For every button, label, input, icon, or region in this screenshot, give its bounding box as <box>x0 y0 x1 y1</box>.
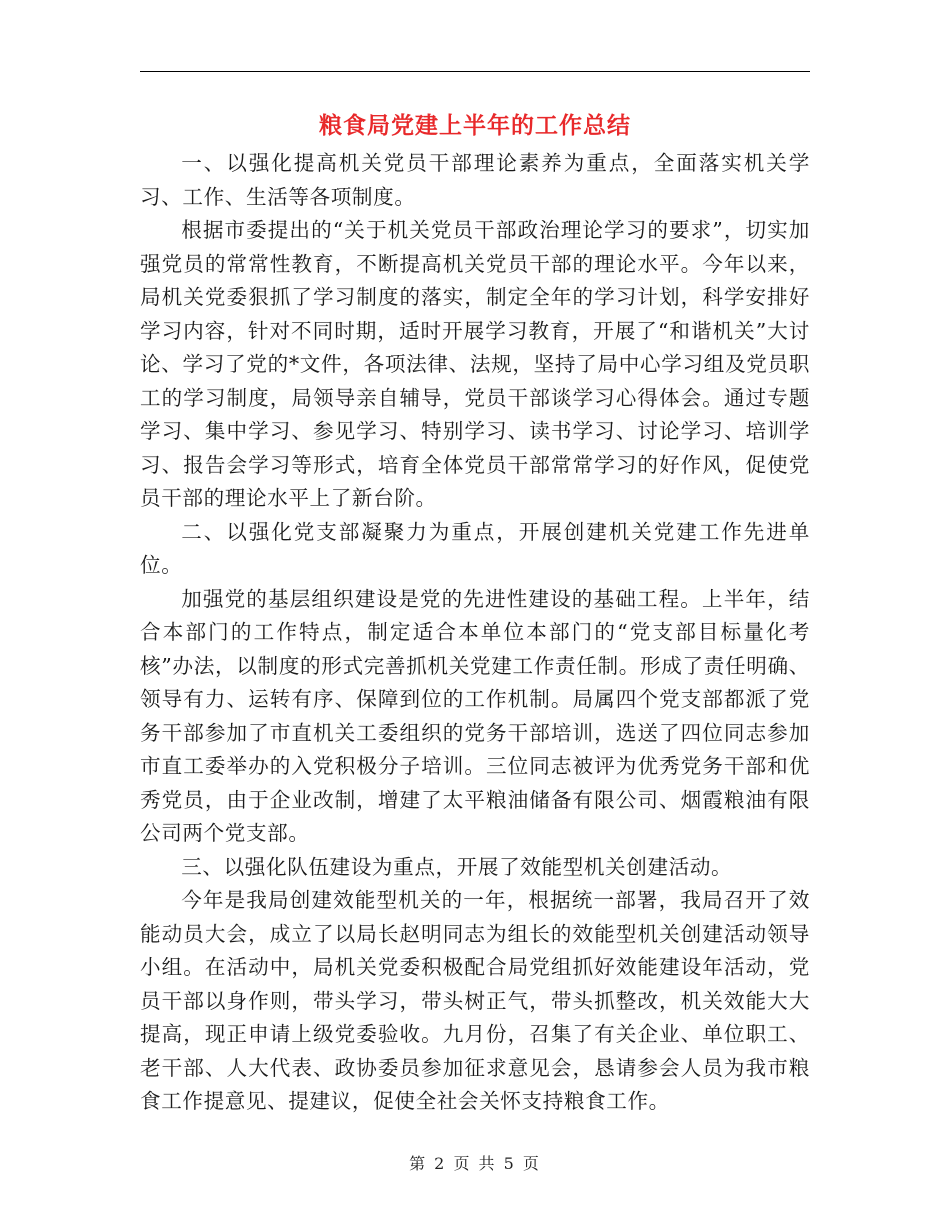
body-paragraph-3: 今年是我局创建效能型机关的一年，根据统一部署，我局召开了效能动员大会，成立了以局长赵明同志为组长的效能型机关创建活动领导小组。在活动中，局机关党委积极配合局党组抓好效能建设年活动，党员干部以身作则，带头学习，带头树正气，带头抓整改，机关效能大大提高，现正申请上级党委验收。九月份，召集了有关企业、单位职工、老干部、人大代表、政协委员参加征求意见会，恳请参会人员为我市粮食工作提意见、提建议，促使全社会关怀支持粮食工作。 <box>140 888 810 1113</box>
document-body <box>140 147 810 1119</box>
section-heading-1: 一、以强化提高机关党员干部理论素养为重点，全面落实机关学习、工作、生活等各项制度。 <box>140 151 810 209</box>
document-title: 粮食局党建上半年的工作总结 <box>319 113 631 139</box>
body-paragraph-1: 根据市委提出的“关于机关党员干部政治理论学习的要求”，切实加强党员的常常性教育，不断提高机关党员干部的理论水平。今年以来，局机关党委狠抓了学习制度的落实，制定全年的学习计划，科学安排好学习内容，针对不同时期，适时开展学习教育，开展了“和谐机关”大讨论、学习了党的*文件，各项法律、法规，坚持了局中心学习组及党员职工的学习制度，局领导亲自辅导，党员干部谈学习心得体会。通过专题学习、集中学习、参见学习、特别学习、读书学习、讨论学习、培训学习、报告会学习等形式，培育全体党员干部常常学习的好作风，促使党员干部的理论水平上了新台阶。 <box>140 218 810 510</box>
header-rule <box>140 71 810 72</box>
body-paragraph-2: 加强党的基层组织建设是党的先进性建设的基础工程。上半年，结合本部门的工作特点，制定适合本单位本部门的“党支部目标量化考核”办法，以制度的形式完善抓机关党建工作责任制。形成了责任明确、领导有力、运转有序、保障到位的工作机制。局属四个党支部都派了党务干部参加了市直机关工委组织的党务干部培训，选送了四位同志参加市直工委举办的入党积极分子培训。三位同志被评为优秀党务干部和优秀党员，由于企业改制，增建了太平粮油储备有限公司、烟霞粮油有限公司两个党支部。 <box>140 586 810 845</box>
page-footer: 第 2 页 共 5 页 <box>409 1154 541 1173</box>
section-heading-2: 二、以强化党支部凝聚力为重点，开展创建机关党建工作先进单位。 <box>140 519 810 577</box>
section-heading-3: 三、以强化队伍建设为重点，开展了效能型机关创建活动。 <box>181 854 733 879</box>
